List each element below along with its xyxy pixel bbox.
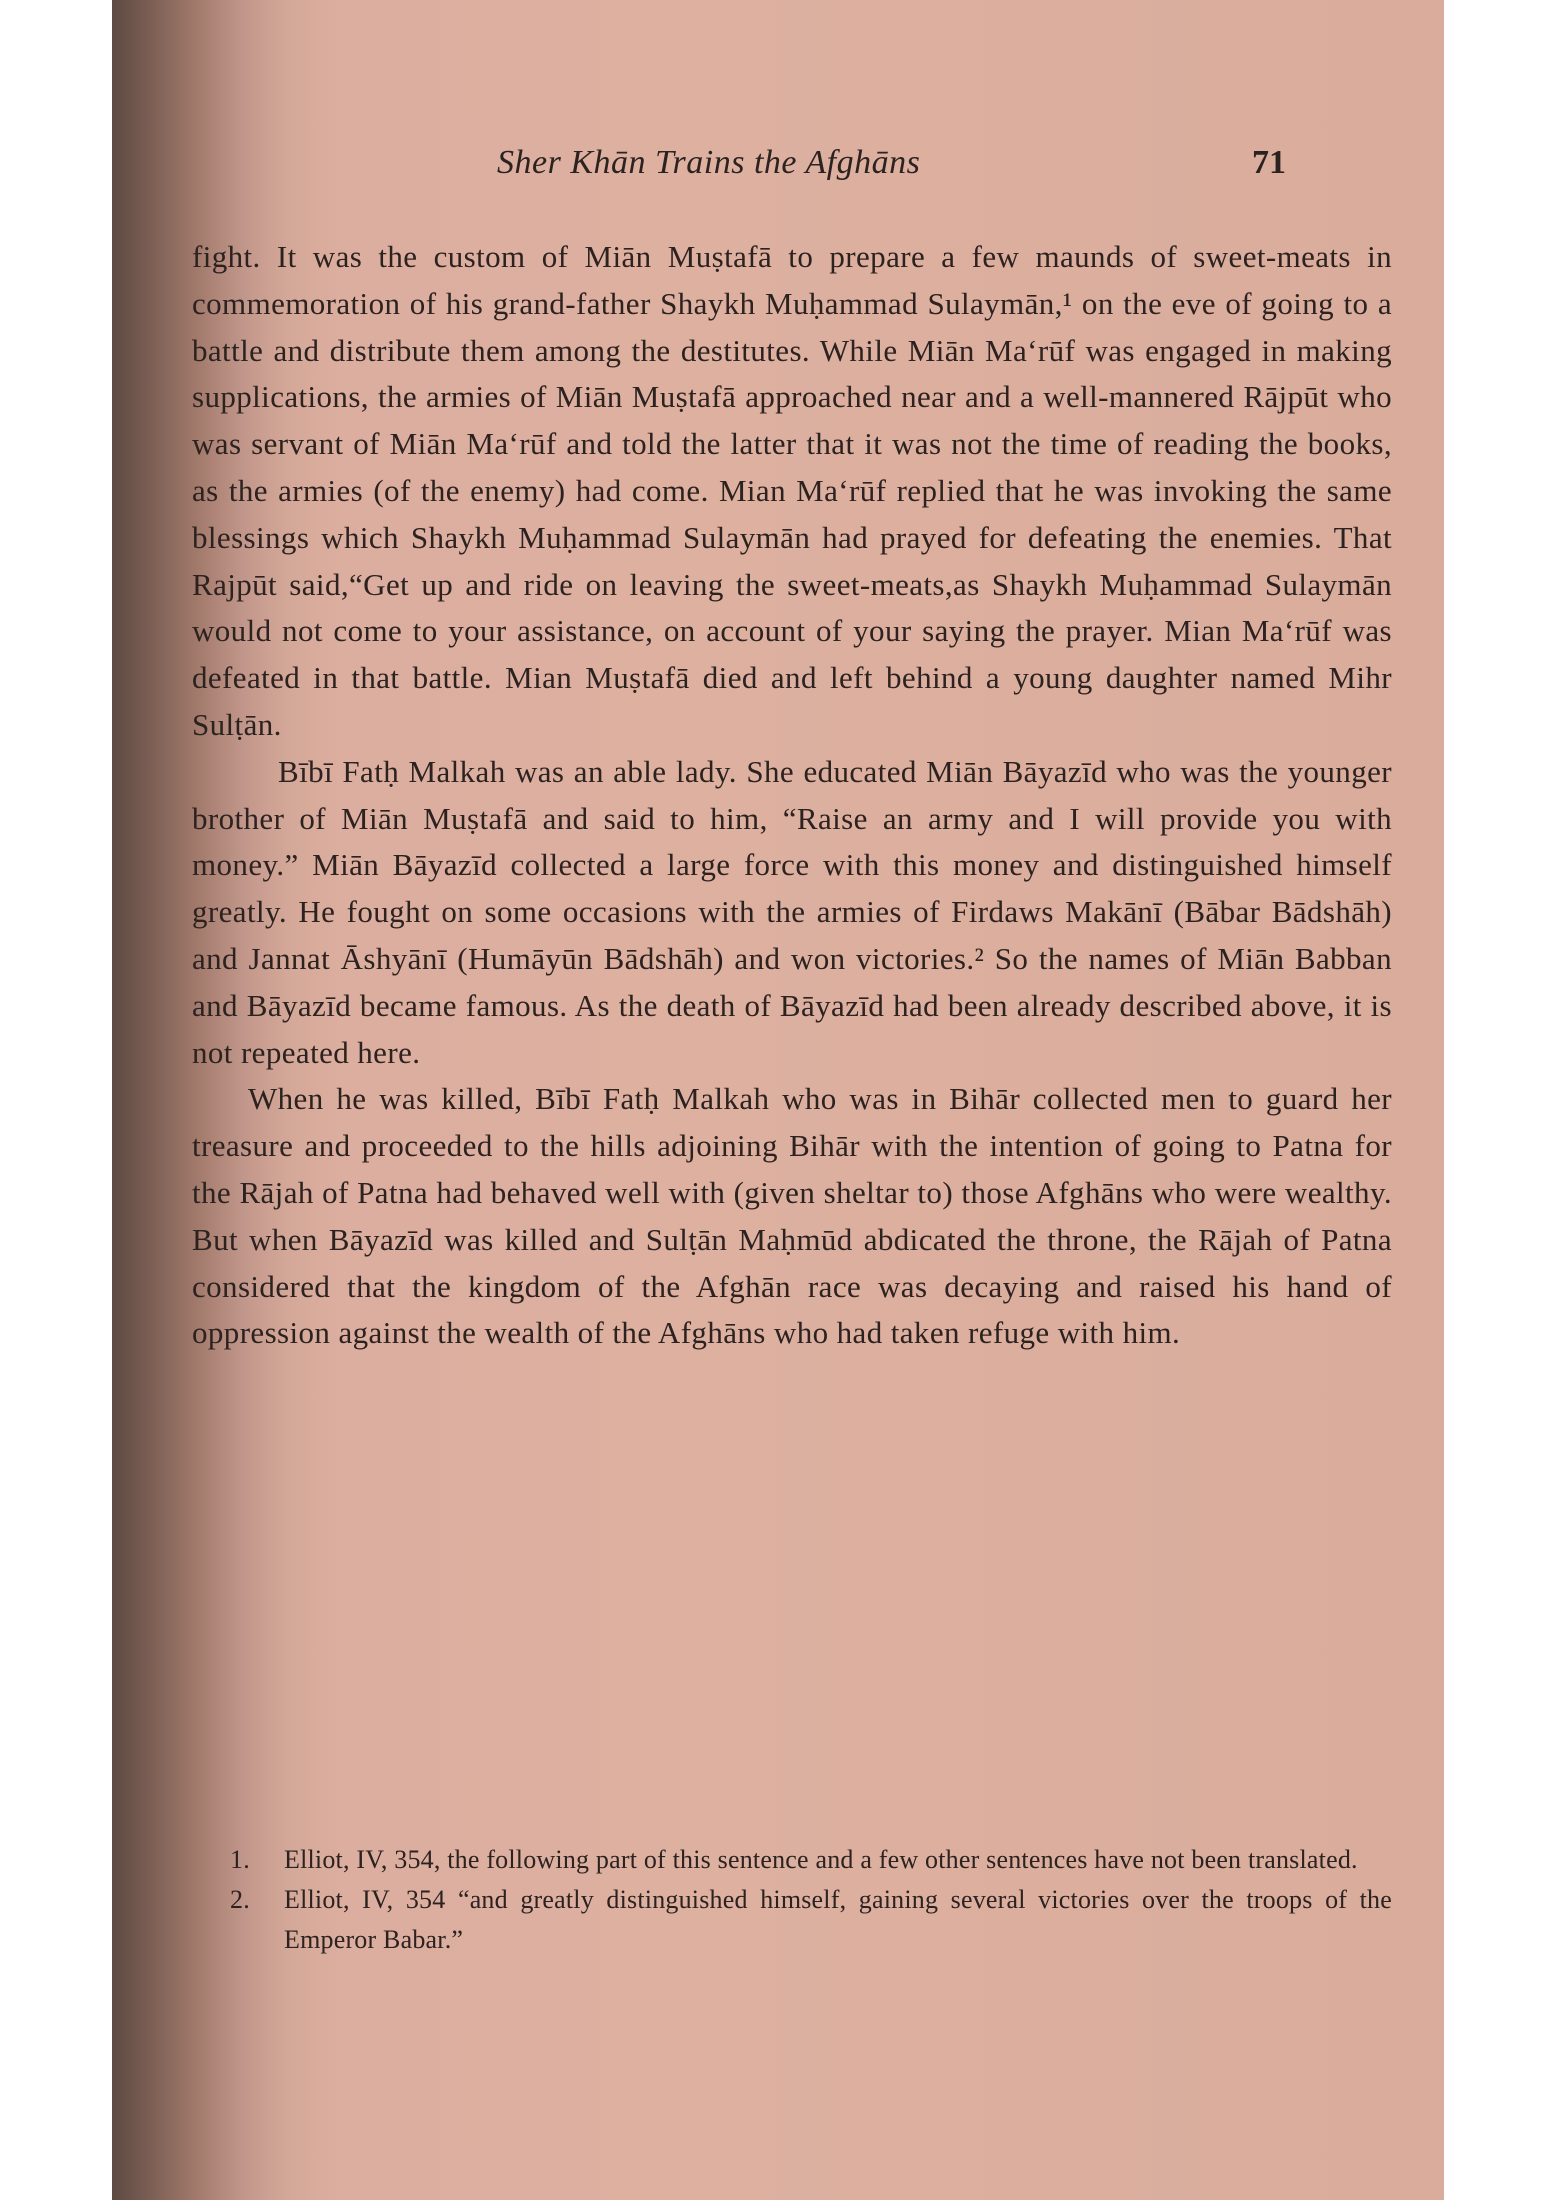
footnote-text: Elliot, IV, 354 “and greatly distinguished himself, gaining several victories over the troops of the Emperor Babar.” (284, 1885, 1392, 1954)
paragraph: fight. It was the custom of Miān Muṣtafā to prepare a few maunds of sweet-meats in commemoration of his grand-father Shaykh Muḥammad Sulaymān,¹ on the eve of going to a battle and distribute them among the destitutes. While Miān Ma‘rūf was engaged in making supplications, the armies of Miān Muṣtafā approached near and a well-mannered Rājpūt who was servant of Miān Ma‘rūf and told the latter that it was not the time of reading the books, as the armies (of the enemy) had come. Mian Ma‘rūf replied that he was invoking the same blessings which Shaykh Muḥammad Sulaymān had prayed for defeating the enemies. That Rajpūt said,“Get up and ride on leaving the sweet-meats,as Shaykh Muḥammad Sulaymān would not come to your assistance, on account of your saying the prayer. Mian Ma‘rūf was defeated in that battle. Mian Muṣtafā died and left behind a young daughter named Mihr Sulṭān. (192, 239, 1392, 742)
book-page (112, 0, 1444, 2200)
footnote-number: 1. (230, 1845, 250, 1874)
body-text (192, 234, 1392, 1357)
paragraph: When he was killed, Bībī Fatḥ Malkah who was in Bihār collected men to guard her treasure and proceeded to the hills adjoining Bihār with the intention of going to Patna for the Rājah of Patna had behaved well with (given sheltar to) those Afghāns who were wealthy. But when Bāyazīd was killed and Sulṭān Maḥmūd abdicated the throne, the Rājah of Patna considered that the kingdom of the Afghān race was decaying and raised his hand of oppression against the wealth of the Afghāns who had taken refuge with him. (192, 1081, 1392, 1351)
paragraph: Bībī Fatḥ Malkah was an able lady. She educated Miān Bāyazīd who was the younger brother of Miān Muṣtafā and said to him, “Raise an army and I will provide you with money.” Miān Bāyazīd collected a large force with this money and distinguished himself greatly. He fought on some occasions with the armies of Firdaws Makānī (Bābar Bādshāh) and Jannat Āshyānī (Humāyūn Bādshāh) and won victories.² So the names of Miān Babban and Bāyazīd became famous. As the death of Bāyazīd had been already described above, it is not repeated here. (192, 753, 1392, 1070)
footnote-number: 2. (230, 1885, 250, 1914)
page-header (112, 140, 1444, 196)
footnote (230, 1840, 1392, 1880)
footnotes (230, 1840, 1392, 1960)
running-title: Sher Khān Trains the Afghāns (497, 144, 921, 181)
footnote-text: Elliot, IV, 354, the following part of this sentence and a few other sentences have not been translated. (284, 1845, 1358, 1874)
footnote (230, 1880, 1392, 1960)
page-number: 71 (1252, 144, 1286, 181)
